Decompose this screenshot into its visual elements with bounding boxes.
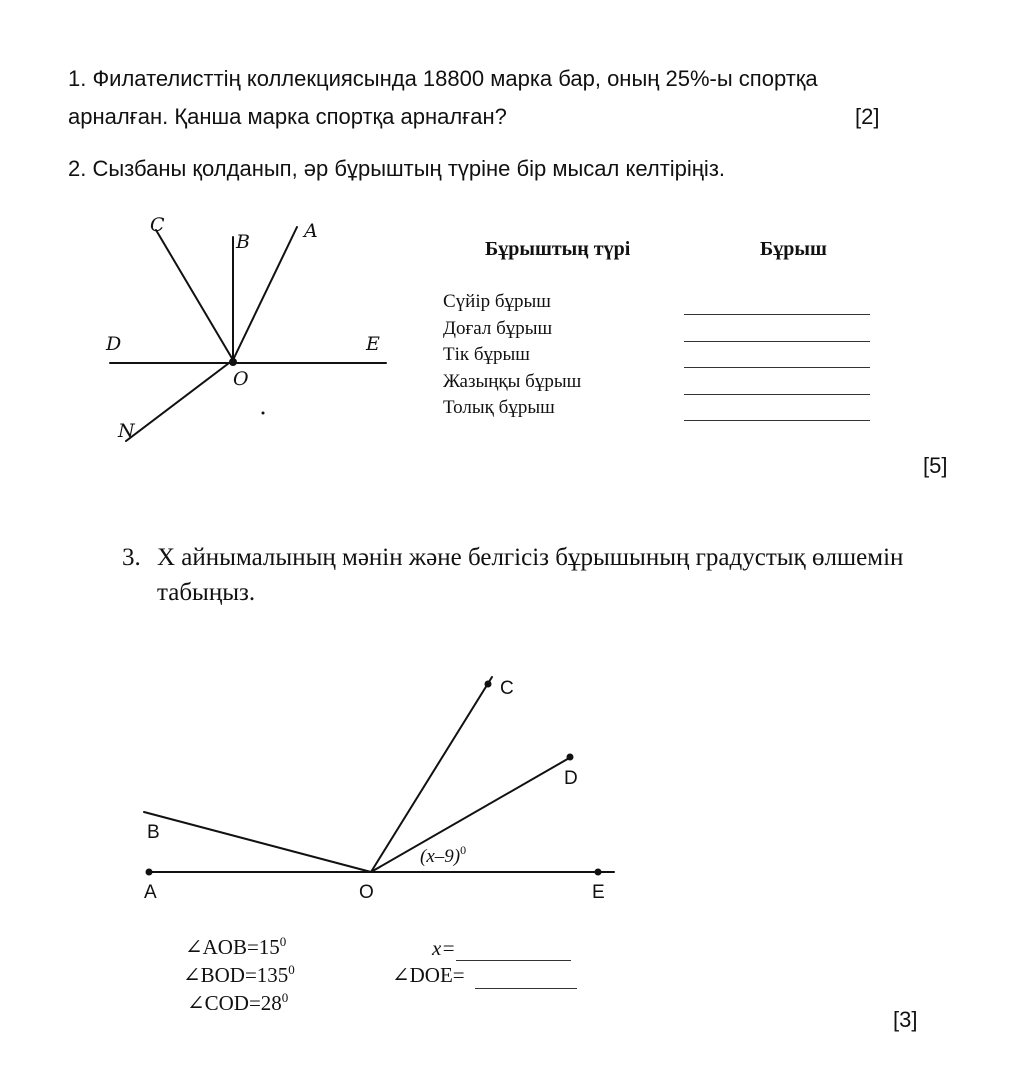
point-c — [485, 681, 492, 688]
ray-od — [371, 757, 571, 872]
answer-blank[interactable] — [684, 314, 870, 315]
q1-text-line1: 1. Филателисттің коллекциясында 18800 марка бар, оның 25%-ы спортқа — [68, 66, 818, 91]
q3-angle-figure — [120, 660, 630, 910]
ray-ob — [144, 812, 371, 872]
answer-blank[interactable] — [684, 367, 870, 368]
table-row-label: Доғал бұрыш — [443, 318, 553, 339]
label-a: A — [304, 220, 318, 242]
table-row-label: Толық бұрыш — [443, 397, 555, 418]
table-row-label: Жазыңқы бұрыш — [443, 371, 582, 392]
point-e — [595, 869, 602, 876]
given-bod: $\angle BOD=135^0$ — [183, 962, 295, 987]
table-row-label: Сүйір бұрыш — [443, 291, 551, 312]
answer-blank[interactable] — [684, 420, 870, 421]
label-b: B — [236, 231, 250, 253]
answer-x-blank[interactable] — [456, 960, 571, 961]
stray-dot — [262, 412, 265, 415]
q3-text-line1: Х айнымалының мәнін және белгісіз бұрышының градустық өлшемін — [157, 544, 904, 571]
label-d: D — [106, 333, 122, 355]
point-o — [229, 358, 237, 366]
label-c: C — [150, 214, 165, 236]
q2-text: 2. Сызбаны қолданып, әр бұрыштың түріне бір мысал келтіріңіз. — [68, 156, 726, 181]
ray-oc — [371, 677, 492, 872]
label-o: O — [233, 368, 249, 390]
q1-text-line2: арналған. Қанша марка спортқа арналған? — [68, 104, 507, 129]
point-a — [146, 869, 153, 876]
q1-points: [2] — [855, 104, 880, 129]
label-d: D — [564, 768, 578, 789]
table-header-type: Бұрыштың түрі — [485, 238, 631, 260]
given-cod: $\angle COD=28^0$ — [187, 990, 289, 1015]
q2-angle-figure — [100, 205, 400, 455]
angle-expression: $(x-9)^0$ — [420, 843, 467, 867]
ray-on — [126, 360, 233, 441]
q3-points: [3] — [893, 1007, 918, 1032]
q3-number: 3. — [122, 544, 141, 571]
table-header-angle: Бұрыш — [760, 238, 827, 260]
table-row-label: Тік бұрыш — [443, 344, 530, 365]
label-e: E — [592, 882, 605, 903]
answer-doe-blank[interactable] — [475, 988, 577, 989]
point-d — [567, 754, 574, 761]
q3-text-line2: табыңыз. — [157, 579, 256, 606]
label-e: E — [366, 333, 380, 355]
given-aob: $\angle AOB=15^0$ — [185, 934, 287, 959]
answer-blank[interactable] — [684, 341, 870, 342]
label-b: B — [147, 822, 160, 843]
label-c: C — [500, 678, 514, 699]
answer-doe-label: ∠DOE= — [392, 963, 465, 987]
ray-oc — [156, 230, 233, 360]
answer-blank[interactable] — [684, 394, 870, 395]
label-a: A — [144, 882, 157, 903]
q2-points: [5] — [923, 453, 948, 478]
label-o: O — [359, 882, 374, 903]
label-n: N — [118, 420, 135, 442]
answer-x-label: x= — [432, 936, 456, 960]
